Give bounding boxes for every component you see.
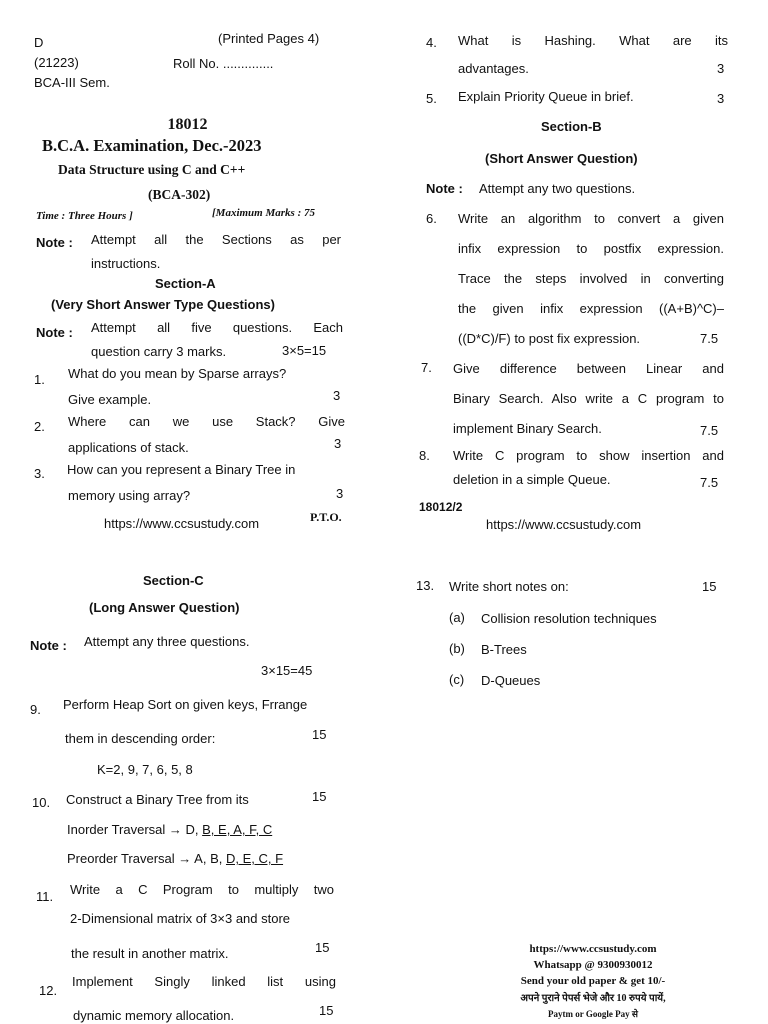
question-7-line-2: Binary Search. Also write a C program to bbox=[453, 391, 724, 406]
question-7-line-1: Give difference between Linear and bbox=[453, 361, 724, 376]
preorder-plain: A, B, bbox=[194, 851, 223, 866]
promo-offer: Send your old paper & get 10/- bbox=[520, 975, 666, 987]
question-number: 12. bbox=[39, 983, 58, 998]
printed-pages: (Printed Pages 4) bbox=[218, 31, 320, 46]
time-limit: Time : Three Hours ] bbox=[36, 210, 133, 222]
question-12-line-2: dynamic memory allocation. bbox=[73, 1008, 235, 1023]
exam-title: B.C.A. Examination, Dec.-2023 bbox=[42, 136, 262, 155]
question-6-line-5: ((D*C)/F) to post fix expression. bbox=[458, 331, 641, 346]
part-c-label: (c) bbox=[449, 672, 465, 687]
question-number: 13. bbox=[416, 578, 435, 593]
question-4-line-2: advantages. bbox=[458, 61, 529, 76]
question-6-line-4: the given infix expression ((A+B)^C)– bbox=[458, 301, 724, 316]
question-6-line-1: Write an algorithm to convert a given bbox=[458, 211, 724, 226]
question-number: 6. bbox=[426, 211, 437, 226]
promo-payment: Paytm or Google Pay से bbox=[548, 1009, 638, 1019]
question-1-marks: 3 bbox=[333, 388, 341, 403]
question-9-line-3: K=2, 9, 7, 6, 5, 8 bbox=[97, 762, 193, 777]
footer-url[interactable]: https://www.ccsustudy.com bbox=[486, 517, 642, 532]
question-13-line-1: Write short notes on: bbox=[449, 579, 569, 594]
part-c-text: D-Queues bbox=[481, 673, 541, 688]
question-10-marks: 15 bbox=[312, 789, 327, 804]
series-letter: D bbox=[34, 35, 44, 50]
question-2-line-2: applications of stack. bbox=[68, 440, 189, 455]
question-9-line-1: Perform Heap Sort on given keys, Frrange bbox=[63, 697, 308, 712]
inorder-label: Inorder Traversal → bbox=[67, 822, 182, 837]
question-number: 3. bbox=[34, 466, 45, 481]
question-1-line-2: Give example. bbox=[68, 392, 152, 407]
question-5-line-1: Explain Priority Queue in brief. bbox=[458, 89, 634, 104]
part-a-label: (a) bbox=[449, 610, 465, 625]
question-number: 9. bbox=[30, 702, 41, 717]
paper-number: 18012 bbox=[167, 116, 208, 133]
question-8-marks: 7.5 bbox=[700, 475, 719, 490]
question-12-marks: 15 bbox=[319, 1003, 334, 1018]
section-b-note-text: Attempt any two questions. bbox=[479, 181, 636, 196]
question-11-line-3: the result in another matrix. bbox=[71, 946, 229, 961]
promo-hindi: अपने पुराने पेपर्स भेजे और 10 रुपये पायें, bbox=[520, 993, 666, 1004]
question-10-inorder bbox=[67, 822, 272, 837]
question-10-line-1: Construct a Binary Tree from its bbox=[66, 792, 249, 807]
question-3-line-2: memory using array? bbox=[68, 488, 191, 503]
section-c-title: Section-C bbox=[143, 573, 204, 588]
question-number: 11. bbox=[36, 889, 54, 904]
promo-whatsapp: Whatsapp @ 9300930012 bbox=[533, 959, 653, 971]
paper-code: (21223) bbox=[34, 55, 79, 70]
question-5-marks: 3 bbox=[717, 91, 725, 106]
max-marks: [Maximum Marks : 75 bbox=[212, 207, 315, 219]
note-label: Note : bbox=[36, 235, 73, 250]
question-12-line-1: Implement Singly linked list using bbox=[72, 974, 336, 989]
question-13-marks: 15 bbox=[702, 579, 717, 594]
question-2-marks: 3 bbox=[334, 436, 342, 451]
question-2-line-1: Where can we use Stack? Give bbox=[68, 414, 345, 429]
section-c-note-label: Note : bbox=[30, 638, 67, 653]
question-8-line-2: deletion in a simple Queue. bbox=[453, 472, 611, 487]
question-number: 5. bbox=[426, 91, 437, 106]
question-6-line-2: infix expression to postfix expression. bbox=[458, 241, 724, 256]
section-a-note-label: Note : bbox=[36, 325, 73, 340]
question-number: 10. bbox=[32, 795, 51, 810]
footer-url[interactable]: https://www.ccsustudy.com bbox=[104, 516, 260, 531]
question-6-line-3: Trace the steps involved in converting bbox=[458, 271, 724, 286]
question-9-marks: 15 bbox=[312, 727, 327, 742]
question-4-marks: 3 bbox=[717, 61, 725, 76]
question-number: 8. bbox=[419, 448, 430, 463]
part-b-label: (b) bbox=[449, 641, 465, 656]
question-7-line-3: implement Binary Search. bbox=[453, 421, 602, 436]
preorder-label: Preorder Traversal → bbox=[67, 851, 192, 866]
part-a-text: Collision resolution techniques bbox=[481, 611, 657, 626]
note-line-2: instructions. bbox=[91, 256, 161, 271]
preorder-underlined: D, E, C, F bbox=[225, 851, 284, 866]
question-3-marks: 3 bbox=[336, 486, 344, 501]
section-a-marks: 3×5=15 bbox=[282, 343, 327, 358]
pto: P.T.O. bbox=[310, 510, 342, 524]
section-a-note-line-2: question carry 3 marks. bbox=[91, 344, 227, 359]
question-number: 7. bbox=[421, 360, 432, 375]
part-b-text: B-Trees bbox=[481, 642, 527, 657]
question-number: 4. bbox=[426, 35, 437, 50]
question-9-line-2: them in descending order: bbox=[65, 731, 216, 746]
question-4-line-1: What is Hashing. What are its bbox=[458, 33, 728, 48]
question-3-line-1: How can you represent a Binary Tree in bbox=[67, 462, 296, 477]
question-7-marks: 7.5 bbox=[700, 423, 719, 438]
section-b-title: Section-B bbox=[541, 119, 602, 134]
inorder-plain: D, bbox=[185, 822, 199, 837]
section-b-note-label: Note : bbox=[426, 181, 463, 196]
section-a-note-line-1: Attempt all five questions. Each bbox=[91, 320, 343, 335]
question-6-marks: 7.5 bbox=[700, 331, 719, 346]
question-10-preorder bbox=[67, 851, 283, 866]
question-11-line-1: Write a C Program to multiply two bbox=[70, 882, 334, 897]
section-a-subtitle: (Very Short Answer Type Questions) bbox=[51, 297, 275, 312]
section-c-subtitle: (Long Answer Question) bbox=[89, 600, 240, 615]
question-11-marks: 15 bbox=[315, 940, 330, 955]
section-b-subtitle: (Short Answer Question) bbox=[485, 151, 638, 166]
footer-page-code: 18012/2 bbox=[419, 500, 463, 514]
question-1-line-1: What do you mean by Sparse arrays? bbox=[68, 366, 287, 381]
promo-url[interactable]: https://www.ccsustudy.com bbox=[529, 943, 657, 955]
section-a-title: Section-A bbox=[155, 276, 216, 291]
question-number: 2. bbox=[34, 419, 45, 434]
question-number: 1. bbox=[34, 372, 45, 387]
note-line-1: Attempt all the Sections as per bbox=[91, 232, 341, 247]
question-11-line-2: 2-Dimensional matrix of 3×3 and store bbox=[70, 911, 291, 926]
course-code: (BCA-302) bbox=[148, 187, 211, 202]
question-8-line-1: Write C program to show insertion and bbox=[453, 448, 724, 463]
semester: BCA-III Sem. bbox=[34, 75, 110, 90]
inorder-underlined: B, E, A, F, C bbox=[202, 822, 273, 837]
subject-title: Data Structure using C and C++ bbox=[58, 162, 246, 177]
section-c-note-text: Attempt any three questions. bbox=[84, 634, 250, 649]
section-c-marks: 3×15=45 bbox=[261, 663, 313, 678]
roll-no: Roll No. .............. bbox=[173, 56, 274, 71]
